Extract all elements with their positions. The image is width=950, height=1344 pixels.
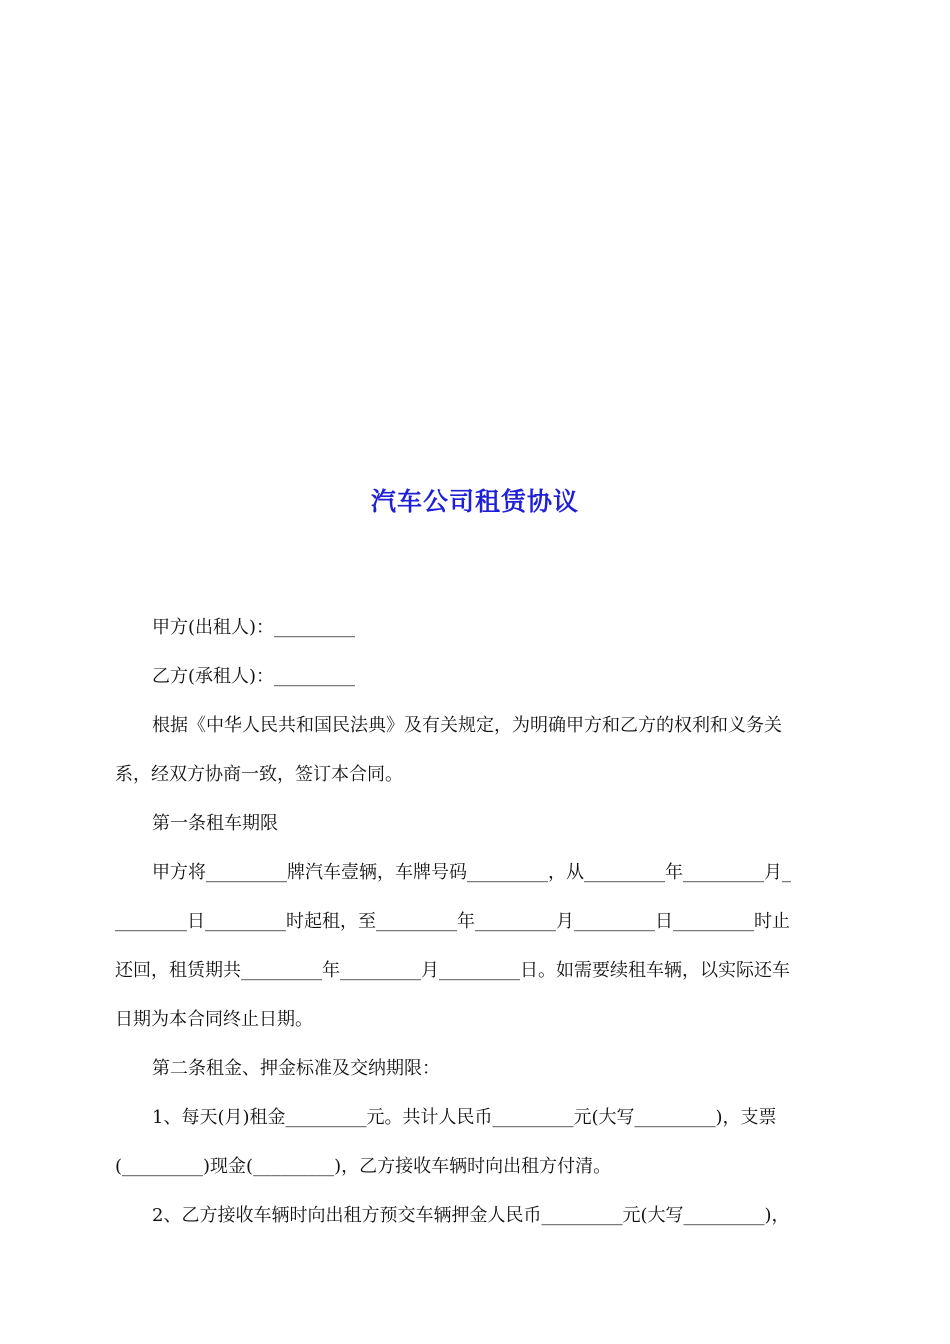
article-1-line-1: 甲方将_________牌汽车壹辆，车牌号码_________，从_________年_________月_ xyxy=(152,862,791,883)
article-1-line-4: 日期为本合同终止日期。 xyxy=(115,1009,313,1030)
article-1-line-2: ________日_________时起租，至_________年_________月_________日_________时止 xyxy=(115,911,790,932)
article-2-item-1-line-2: (_________)现金(_________)，乙方接收车辆时向出租方付清。 xyxy=(115,1156,612,1177)
preamble-line-1: 根据《中华人民共和国民法典》及有关规定，为明确甲方和乙方的权利和义务关 xyxy=(152,715,782,736)
document-body xyxy=(115,603,837,1240)
party-a-line: 甲方(出租人)：_________ xyxy=(152,617,356,638)
article-2-heading: 第二条租金、押金标准及交纳期限： xyxy=(152,1058,440,1079)
party-b-line: 乙方(承租人)：_________ xyxy=(152,666,356,687)
preamble-line-2: 系，经双方协商一致，签订本合同。 xyxy=(115,764,403,785)
document-title: 汽车公司租赁协议 xyxy=(370,487,579,516)
article-1-heading: 第一条租车期限 xyxy=(152,813,278,834)
article-1-line-3: 还回，租赁期共_________年_________月_________日。如需要续租车辆，以实际还车 xyxy=(115,960,790,981)
article-2-item-2-line-1: 2、乙方接收车辆时向出租方预交车辆押金人民币_________元(大写_________)， xyxy=(152,1205,790,1226)
article-2-item-1-line-1: 1、每天(月)租金_________元。共计人民币_________元(大写_________)，支票 xyxy=(152,1107,777,1128)
